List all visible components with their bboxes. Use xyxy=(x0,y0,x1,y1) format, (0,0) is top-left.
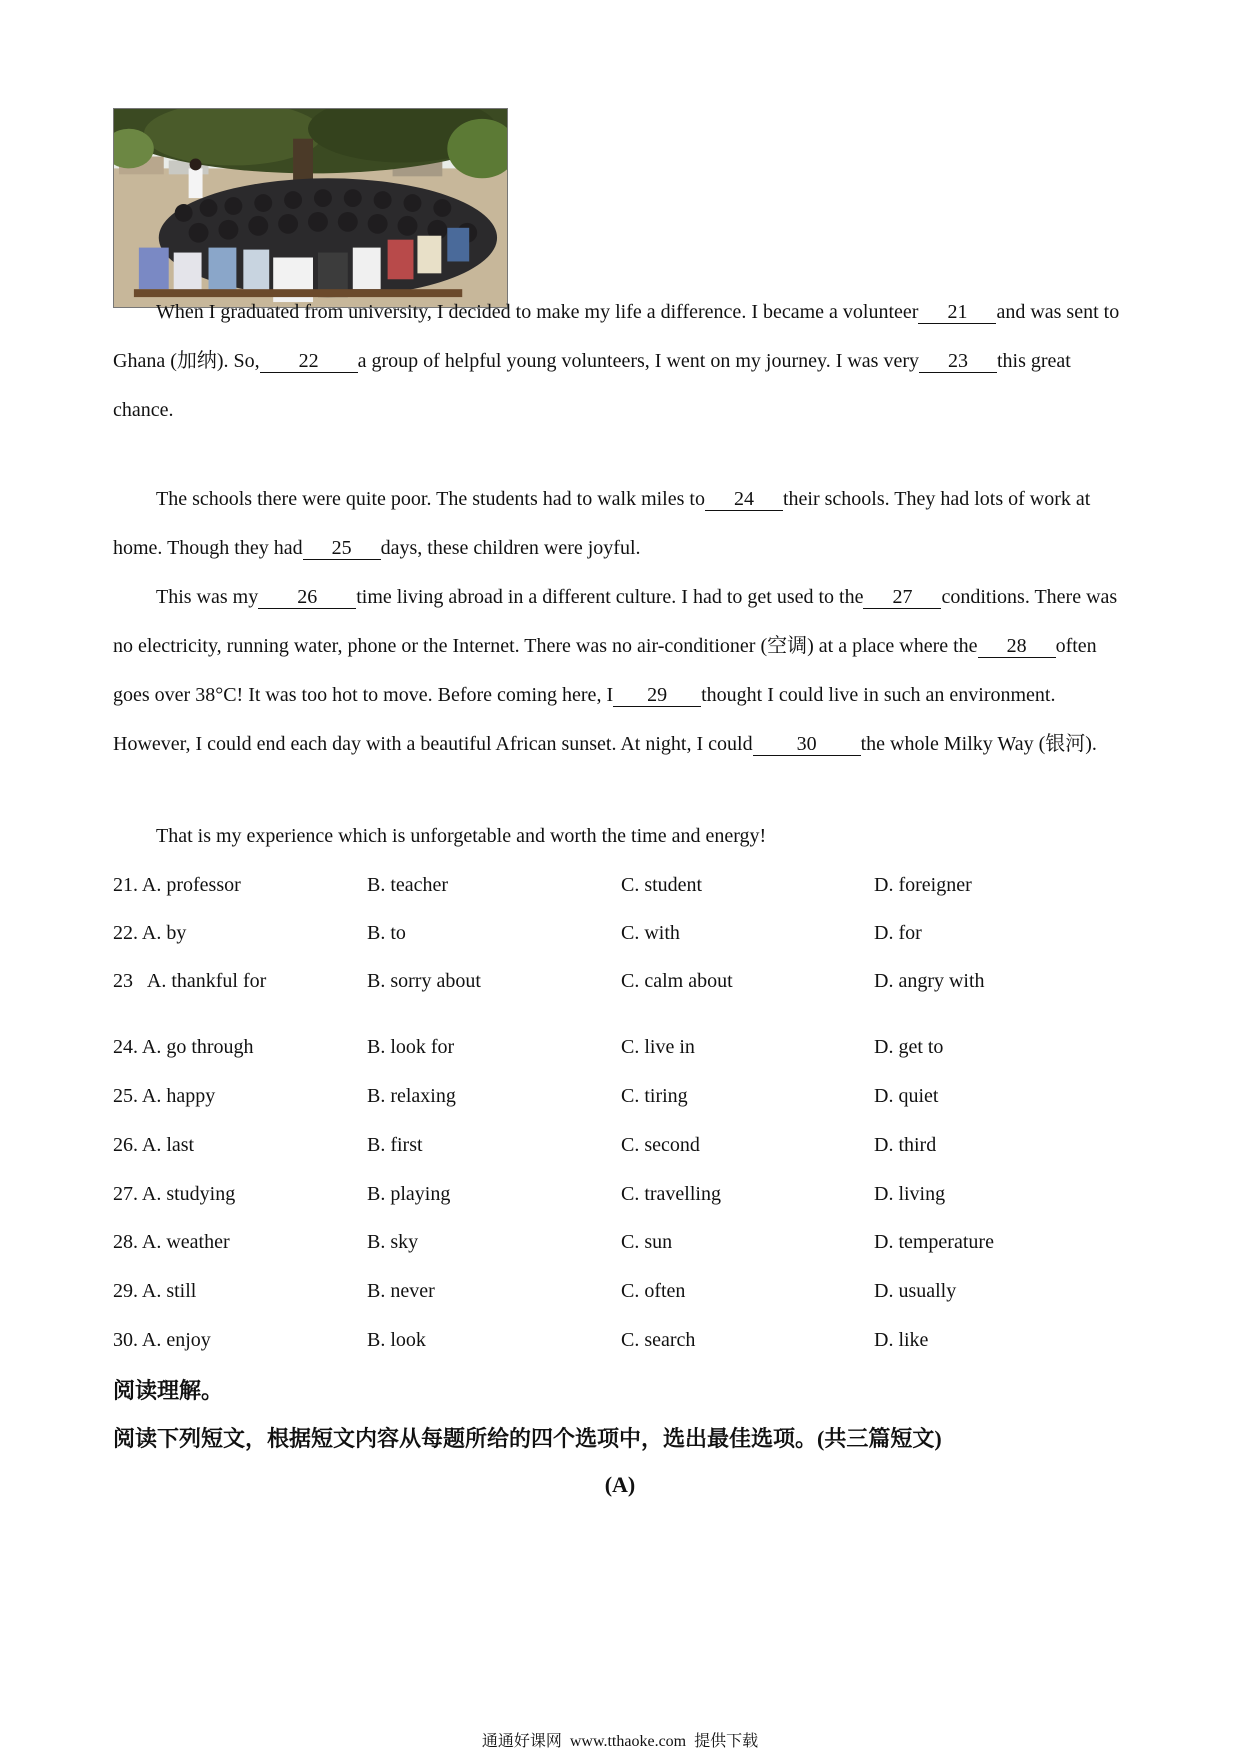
option-c: C. travelling xyxy=(621,1183,721,1205)
option-a: 28. A. weather xyxy=(113,1231,230,1253)
option-c: C. student xyxy=(621,874,703,896)
option-d: D. usually xyxy=(874,1280,957,1302)
question-29 xyxy=(113,1280,1133,1310)
section-title: 阅读理解。 xyxy=(113,1378,224,1403)
option-c: C. second xyxy=(621,1134,700,1156)
blank-24: 24 xyxy=(705,488,783,511)
blank-30: 30 xyxy=(753,733,861,756)
option-b: B. to xyxy=(367,922,406,944)
option-b: B. teacher xyxy=(367,874,449,896)
question-24 xyxy=(113,1036,1133,1066)
footer: 通通好课网 www.tthaoke.com 提供下载 xyxy=(481,1733,759,1750)
blank-25: 25 xyxy=(303,537,381,560)
question-22 xyxy=(113,922,1133,952)
option-b: B. sky xyxy=(367,1231,419,1253)
passage-text: the whole Milky Way (银河). xyxy=(860,733,1097,755)
passage-paragraph-4: That is my experience which is unforgetable and worth the time and energy! xyxy=(156,825,767,847)
passage-text: their schools. They had lots of work at home. Though they had xyxy=(113,488,1091,559)
option-b: B. never xyxy=(367,1280,435,1302)
option-d: D. temperature xyxy=(874,1231,994,1253)
passage-text: a group of helpful young volunteers, I went on my journey. I was very xyxy=(357,350,919,372)
question-27 xyxy=(113,1183,1133,1213)
option-c: C. calm about xyxy=(621,970,733,992)
option-d: D. like xyxy=(874,1329,929,1351)
volunteer-teaching-under-tree-photo xyxy=(113,108,508,308)
blank-27: 27 xyxy=(863,586,941,609)
option-a: 24. A. go through xyxy=(113,1036,254,1058)
option-b: B. first xyxy=(367,1134,423,1156)
question-23 xyxy=(113,970,1133,1000)
question-25 xyxy=(113,1085,1133,1115)
section-instruction: 阅读下列短文，根据短文内容从每题所给的四个选项中，选出最佳选项。(共三篇短文) xyxy=(113,1426,942,1451)
option-d: D. foreigner xyxy=(874,874,972,896)
option-d: D. quiet xyxy=(874,1085,939,1107)
option-a: 22. A. by xyxy=(113,922,187,944)
passage-text: this great chance. xyxy=(113,350,1071,421)
option-d: D. get to xyxy=(874,1036,944,1058)
option-a: 25. A. happy xyxy=(113,1085,216,1107)
option-a: 26. A. last xyxy=(113,1134,195,1156)
blank-21: 21 xyxy=(918,301,996,324)
option-b: B. relaxing xyxy=(367,1085,456,1107)
passage-paragraph-1 xyxy=(113,288,1133,435)
option-d: D. for xyxy=(874,922,922,944)
passage-text: When I graduated from university, I decided to make my life a difference. I became a volunteer xyxy=(156,301,919,323)
blank-28: 28 xyxy=(978,635,1056,658)
passage-paragraph-3 xyxy=(113,573,1133,769)
option-d: D. angry with xyxy=(874,970,985,992)
option-b: B. sorry about xyxy=(367,970,481,992)
passage-text: This was my xyxy=(156,586,259,608)
option-a: 29. A. still xyxy=(113,1280,197,1302)
question-21 xyxy=(113,874,1133,904)
option-d: D. living xyxy=(874,1183,946,1205)
option-d: D. third xyxy=(874,1134,937,1156)
blank-29: 29 xyxy=(613,684,701,707)
question-26 xyxy=(113,1134,1133,1164)
blank-22: 22 xyxy=(260,350,358,373)
passage-text: The schools there were quite poor. The students had to walk miles to xyxy=(156,488,705,510)
option-c: C. sun xyxy=(621,1231,673,1253)
option-c: C. live in xyxy=(621,1036,695,1058)
passage-text: thought I could live in such an environment. However, I could end each day with a beautiful African sunset. At night, I could xyxy=(113,684,1056,755)
passage-paragraph-2 xyxy=(113,475,1133,573)
blank-26: 26 xyxy=(258,586,356,609)
question-28 xyxy=(113,1231,1133,1261)
option-c: C. tiring xyxy=(621,1085,688,1107)
option-b: B. playing xyxy=(367,1183,451,1205)
passage-text: days, these children were joyful. xyxy=(380,537,641,559)
passage-label: (A) xyxy=(604,1472,636,1497)
question-30 xyxy=(113,1329,1133,1359)
option-c: C. with xyxy=(621,922,680,944)
passage-text: and was sent to Ghana (加纳). So, xyxy=(113,301,1120,372)
option-a: 27. A. studying xyxy=(113,1183,236,1205)
passage-text: often goes over 38°C! It was too hot to move. Before coming here, I xyxy=(113,635,1097,706)
option-c: C. search xyxy=(621,1329,696,1351)
passage-text: conditions. There was no electricity, running water, phone or the Internet. There was no air-conditioner (空调) at a place where the xyxy=(113,586,1118,657)
option-a: 30. A. enjoy xyxy=(113,1329,211,1351)
passage-text: time living abroad in a different culture. I had to get used to the xyxy=(356,586,864,608)
option-a: 23 A. thankful for xyxy=(113,970,267,992)
option-b: B. look xyxy=(367,1329,426,1351)
option-a: 21. A. professor xyxy=(113,874,241,896)
blank-23: 23 xyxy=(919,350,997,373)
option-c: C. often xyxy=(621,1280,686,1302)
option-b: B. look for xyxy=(367,1036,455,1058)
